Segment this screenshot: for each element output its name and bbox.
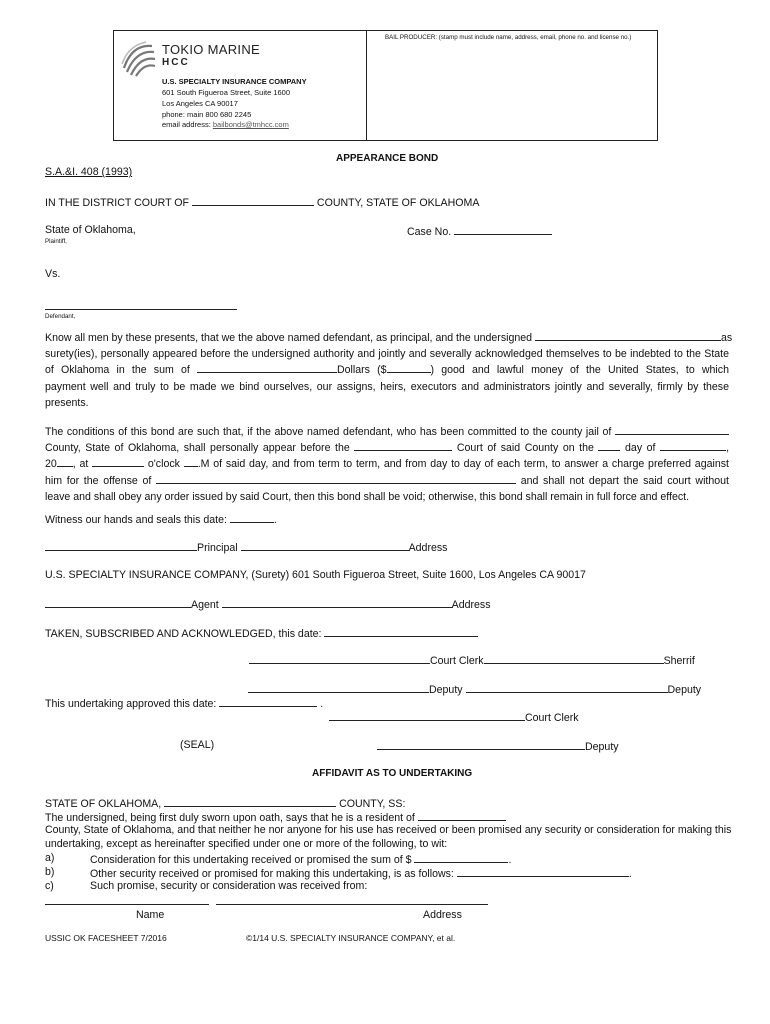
affidavit-name-label: Name — [136, 909, 165, 921]
deputy-signature-field-3[interactable] — [377, 739, 585, 750]
sherrif-label: Sherrif — [663, 655, 695, 667]
affidavit-line-1 — [45, 810, 506, 824]
p1-text-2: surety(ies), personally appeared before the undersigned authority and jointly and severally acknowledged themselves to be indebted to the State — [45, 348, 729, 361]
witness-text: Witness our hands and seals this date: — [45, 514, 227, 526]
court-clerk-label: Court Clerk — [430, 655, 484, 667]
p2-text-4a: him for the offense of — [45, 474, 152, 487]
company-street: 601 South Figueroa Street, Suite 1600 — [162, 88, 291, 97]
bond-amount-field[interactable] — [387, 362, 431, 373]
copyright: ©1/14 U.S. SPECIALTY INSURANCE COMPANY, et al. — [246, 933, 456, 943]
deputy-signature-field-2[interactable] — [466, 682, 668, 693]
affidavit-item-a-end: . — [508, 854, 512, 866]
p2-text-4b: and shall not depart the said court without — [520, 474, 729, 487]
case-no-row — [407, 224, 552, 238]
other-security-field[interactable] — [457, 866, 629, 877]
court-prefix: IN THE DISTRICT COURT OF — [45, 197, 190, 209]
p1-text-3a: of Oklahoma in the sum of — [45, 364, 190, 377]
p1-text-3b: Dollars ($ — [336, 364, 387, 377]
affidavit-text-3: undertaking, except as hereinafter specified under one or more of the following, to wit: — [45, 838, 448, 850]
affidavit-item-a-marker: a) — [45, 852, 55, 864]
bond-amount-words-field[interactable] — [197, 362, 337, 373]
p1-text-1: Know all men by these presents, that we the above named defendant, as principal, and the undersigned — [45, 332, 533, 344]
received-from-address-field[interactable] — [216, 904, 488, 905]
affidavit-state-row — [45, 796, 405, 810]
court-clerk-label-2: Court Clerk — [525, 712, 579, 724]
agent-address-field[interactable] — [222, 597, 452, 608]
plaintiff-label: Plaintiff, — [45, 238, 67, 245]
deputy-label-3: Deputy — [585, 741, 619, 753]
agent-address-label: Address — [451, 599, 491, 611]
company-phone: phone: main 800 680 2245 — [162, 110, 252, 119]
taken-row — [45, 626, 478, 640]
company-email-row — [162, 120, 289, 129]
affidavit-item-b-marker: b) — [45, 866, 55, 878]
court-line — [45, 195, 479, 209]
case-no-field[interactable] — [454, 224, 552, 235]
company-city: Los Angeles CA 90017 — [162, 99, 238, 108]
affidavit-state-suffix: COUNTY, SS: — [339, 798, 406, 810]
county-field[interactable] — [192, 195, 314, 206]
deputy-label-1: Deputy — [429, 684, 463, 696]
p2-text-2c: day of — [625, 442, 656, 455]
deputy-row — [248, 682, 701, 696]
bail-producer-note: BAIL PRODUCER: (stamp must include name, address, email, phone no. and license no.) — [385, 34, 632, 41]
defendant-label: Defendant, — [45, 313, 76, 320]
approved-end: . — [320, 698, 324, 710]
p2-text-3a: 20 — [45, 458, 57, 471]
seal-label: (SEAL) — [180, 739, 215, 751]
agent-label: Agent — [191, 599, 219, 611]
appear-day-field[interactable] — [598, 440, 620, 451]
surety-name-field[interactable] — [535, 330, 721, 341]
p1-text-1b: as — [721, 332, 733, 344]
court-clerk-signature-field[interactable] — [249, 653, 430, 664]
taken-date-field[interactable] — [324, 626, 478, 637]
witness-date-field[interactable] — [230, 512, 274, 523]
bond-paragraph-2 — [45, 424, 729, 505]
court-suffix: COUNTY, STATE OF OKLAHOMA — [316, 197, 480, 209]
case-no-label: Case No. — [407, 226, 452, 238]
company-name: U.S. SPECIALTY INSURANCE COMPANY — [162, 77, 307, 86]
p1-text-4: payment well and truly to be made we bind ourselves, our assigns, heirs, executors and administrators jointly and severally, firmly by these — [45, 380, 729, 393]
bond-paragraph-1 — [45, 330, 733, 411]
p2-text-1: The conditions of this bond are such that, if the above named defendant, who has been committed to the county jail of — [45, 426, 612, 438]
logo-line1: TOKIO MARINE — [162, 42, 260, 57]
principal-address-label: Address — [408, 542, 448, 554]
vs-label: Vs. — [45, 268, 61, 280]
resident-county-field[interactable] — [418, 810, 506, 821]
approved-text: This undertaking approved this date: — [45, 698, 217, 710]
court-clerk-signature-field-2[interactable] — [329, 710, 525, 721]
p1-text-3c: ) good and lawful money of the United States, to which — [430, 364, 729, 377]
p2-text-2a: County, State of Oklahoma, shall personally appear before the — [45, 442, 350, 455]
affidavit-item-a-text: Consideration for this undertaking received or promised the sum of $ — [90, 854, 412, 866]
approved-date-field[interactable] — [219, 696, 317, 707]
affidavit-title: AFFIDAVIT AS TO UNDERTAKING — [312, 768, 473, 779]
appear-year-field[interactable] — [57, 456, 73, 467]
deputy-row-3 — [377, 739, 619, 753]
am-pm-field[interactable] — [184, 456, 198, 467]
affidavit-county-field[interactable] — [164, 796, 336, 807]
logo-line2: HCC — [162, 57, 190, 68]
affidavit-item-a — [90, 852, 511, 866]
p2-text-3c: o'clock — [147, 458, 180, 471]
clerk-sherrif-row — [249, 653, 695, 667]
affidavit-item-b-text: Other security received or promised for making this undertaking, is as follows: — [90, 868, 454, 880]
offense-field[interactable] — [156, 473, 516, 484]
approved-row — [45, 696, 323, 710]
header-divider — [366, 30, 367, 141]
page-title: APPEARANCE BOND — [336, 153, 439, 164]
agent-signature-field[interactable] — [45, 597, 191, 608]
form-id: USSIC OK FACESHEET 7/2016 — [45, 933, 167, 943]
affidavit-item-c-text: Such promise, security or consideration was received from: — [90, 880, 368, 892]
affidavit-item-b — [90, 866, 632, 880]
agent-row — [45, 597, 491, 611]
affidavit-state-prefix: STATE OF OKLAHOMA, — [45, 798, 162, 810]
affidavit-text-2: County, State of Oklahoma, and that neither he nor anyone for his use has received or been promised any security or consideration for making this — [45, 824, 732, 836]
deputy-label-2: Deputy — [667, 684, 702, 696]
consideration-sum-field[interactable] — [414, 852, 508, 863]
p2-text-3b: , at — [72, 458, 89, 471]
p2-text-2d: , — [726, 442, 730, 455]
court-clerk-row-2 — [329, 710, 579, 724]
affidavit-item-b-end: . — [628, 868, 632, 880]
appear-month-field[interactable] — [660, 440, 726, 451]
witness-row — [45, 512, 277, 526]
received-from-name-field[interactable] — [45, 904, 209, 905]
witness-end: . — [273, 514, 277, 526]
tokio-marine-logo-icon — [118, 38, 158, 78]
plaintiff-name: State of Oklahoma, — [45, 224, 136, 236]
deputy-signature-field-1[interactable] — [248, 682, 429, 693]
p1-text-5: presents. — [45, 396, 89, 409]
p2-text-5: leave and shall obey any order issued by said Court, then this bond shall be void; otherwise, this bond shall remain in full force and effect. — [45, 490, 690, 503]
p2-text-2b: Court of said County on the — [456, 442, 594, 455]
affidavit-item-c — [90, 880, 367, 892]
principal-row — [45, 540, 447, 554]
appear-time-field[interactable] — [92, 456, 144, 467]
statute-ref: S.A.&I. 408 (1993) — [45, 166, 133, 178]
surety-line: U.S. SPECIALTY INSURANCE COMPANY, (Surety) 601 South Figueroa Street, Suite 1600, Los Angeles CA 90017 — [45, 569, 586, 581]
defendant-field[interactable] — [45, 309, 237, 310]
principal-signature-field[interactable] — [45, 540, 197, 551]
sherrif-signature-field[interactable] — [484, 653, 664, 664]
principal-address-field[interactable] — [241, 540, 409, 551]
email-link[interactable]: bailbonds@tmhcc.com — [212, 120, 289, 129]
taken-label: TAKEN, SUBSCRIBED AND ACKNOWLEDGED, this date: — [45, 628, 322, 640]
county-jail-field[interactable] — [615, 424, 729, 435]
court-name-field[interactable] — [354, 440, 452, 451]
affidavit-item-c-marker: c) — [45, 880, 54, 892]
email-label: email address: — [162, 120, 213, 129]
affidavit-address-label: Address — [423, 909, 462, 921]
principal-label: Principal — [197, 542, 238, 554]
affidavit-text-1: The undersigned, being first duly sworn upon oath, says that he is a resident of — [45, 812, 415, 824]
p2-text-3d: .M of said day, and from term to term, and from day to day of each term, to answer a charge preferred against — [197, 458, 729, 471]
